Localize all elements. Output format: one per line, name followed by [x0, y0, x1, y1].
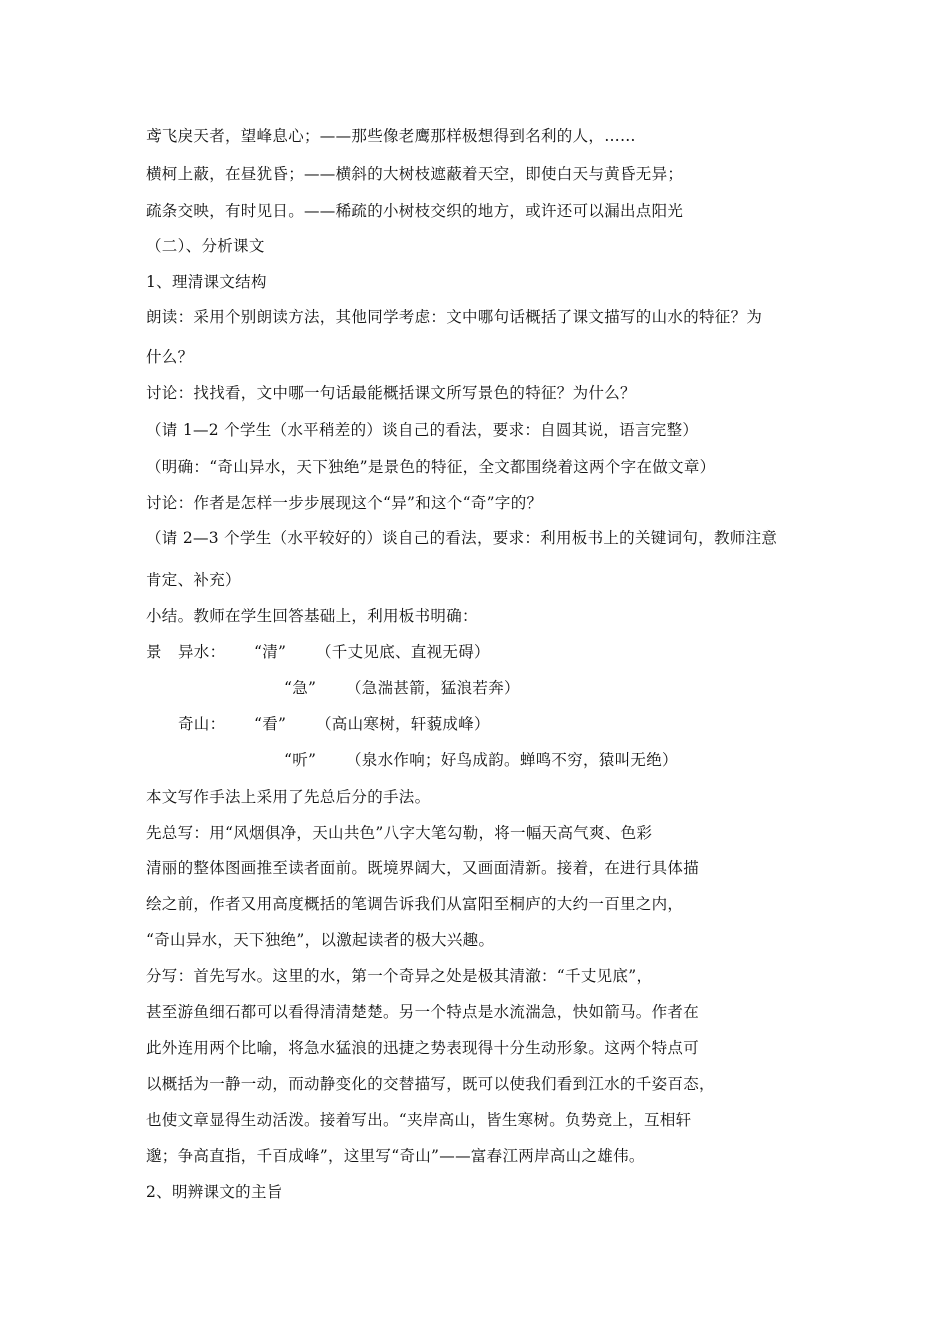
- board-qing-desc: （千丈见底、直视无碍）: [316, 643, 490, 661]
- board-kan-desc: （高山寒树，轩藐成峰）: [316, 715, 490, 733]
- text-line: 清丽的整体图画推至读者面前。既境界阔大，又画面清新。接着，在进行具体描: [146, 859, 700, 877]
- text-line: 肯定、补充）: [146, 571, 241, 589]
- board-qishan-label: 奇山：: [178, 715, 226, 733]
- text-line: 讨论：找找看，文中哪一句话最能概括课文所写景色的特征？为什么？: [146, 384, 636, 402]
- text-line: 绘之前，作者又用高度概括的笔调告诉我们从富阳至桐庐的大约一百里之内，: [146, 895, 684, 913]
- subsection-heading: 1、理清课文结构: [146, 273, 267, 291]
- text-line: 疏条交映，有时见日。——稀疏的小树枝交织的地方，或许还可以漏出点阳光: [146, 202, 684, 220]
- text-line: 以概括为一静一动，而动静变化的交替描写，既可以使我们看到江水的千姿百态，: [146, 1075, 715, 1093]
- section-heading: （二）、分析课文: [146, 237, 265, 255]
- board-kan-key: “看”: [254, 715, 287, 733]
- text-line: 横柯上蔽，在昼犹昏；——横斜的大树枝遮蔽着天空，即使白天与黄昏无异；: [146, 165, 684, 183]
- text-line: 什么？: [146, 348, 194, 366]
- text-line: 本文写作手法上采用了先总后分的手法。: [146, 788, 431, 806]
- text-line: （请 1—2 个学生（水平稍差的）谈自己的看法，要求：自圆其说，语言完整）: [146, 421, 699, 439]
- text-line: 分写：首先写水。这里的水，第一个奇异之处是极其清澈：“千丈见底”，: [146, 967, 653, 985]
- board-ting-desc: （泉水作响；好鸟成韵。蝉鸣不穷，猿叫无绝）: [346, 751, 678, 769]
- board-qing-key: “清”: [254, 643, 287, 661]
- text-line: 讨论：作者是怎样一步步展现这个“异”和这个“奇”字的？: [146, 494, 543, 512]
- text-line: （明确：“奇山异水，天下独绝”是景色的特征，全文都围绕着这两个字在做文章）: [146, 458, 716, 476]
- board-jing-label: 景: [146, 643, 162, 661]
- text-line: 小结。教师在学生回答基础上，利用板书明确：: [146, 607, 478, 625]
- text-line: 先总写：用“风烟俱净，天山共色”八字大笔勾勒，将一幅天高气爽、色彩: [146, 824, 653, 842]
- text-line: 此外连用两个比喻，将急水猛浪的迅捷之势表现得十分生动形象。这两个特点可: [146, 1039, 700, 1057]
- text-line: （请 2—3 个学生（水平较好的）谈自己的看法，要求：利用板书上的关键词句，教师注意: [146, 529, 778, 547]
- subsection-heading: 2、明辨课文的主旨: [146, 1183, 283, 1201]
- text-line: 甚至游鱼细石都可以看得清清楚楚。另一个特点是水流湍急，快如箭马。作者在: [146, 1003, 700, 1021]
- board-yishui-label: 异水：: [178, 643, 226, 661]
- board-ji-desc: （急湍甚箭，猛浪若奔）: [346, 679, 520, 697]
- text-line: 鸢飞戾天者，望峰息心；——那些像老鹰那样极想得到名利的人，……: [146, 127, 636, 145]
- text-line: “奇山异水，天下独绝”，以激起读者的极大兴趣。: [146, 931, 495, 949]
- board-ji-key: “急”: [284, 679, 317, 697]
- board-ting-key: “听”: [284, 751, 317, 769]
- text-line: 也使文章显得生动活泼。接着写出。“夹岸高山，皆生寒树。负势竞上，互相轩: [146, 1111, 692, 1129]
- text-line: 邈；争高直指，千百成峰”，这里写“奇山”——富春江两岸高山之雄伟。: [146, 1147, 645, 1165]
- text-line: 朗读：采用个别朗读方法，其他同学考虑：文中哪句话概括了课文描写的山水的特征？为: [146, 308, 763, 326]
